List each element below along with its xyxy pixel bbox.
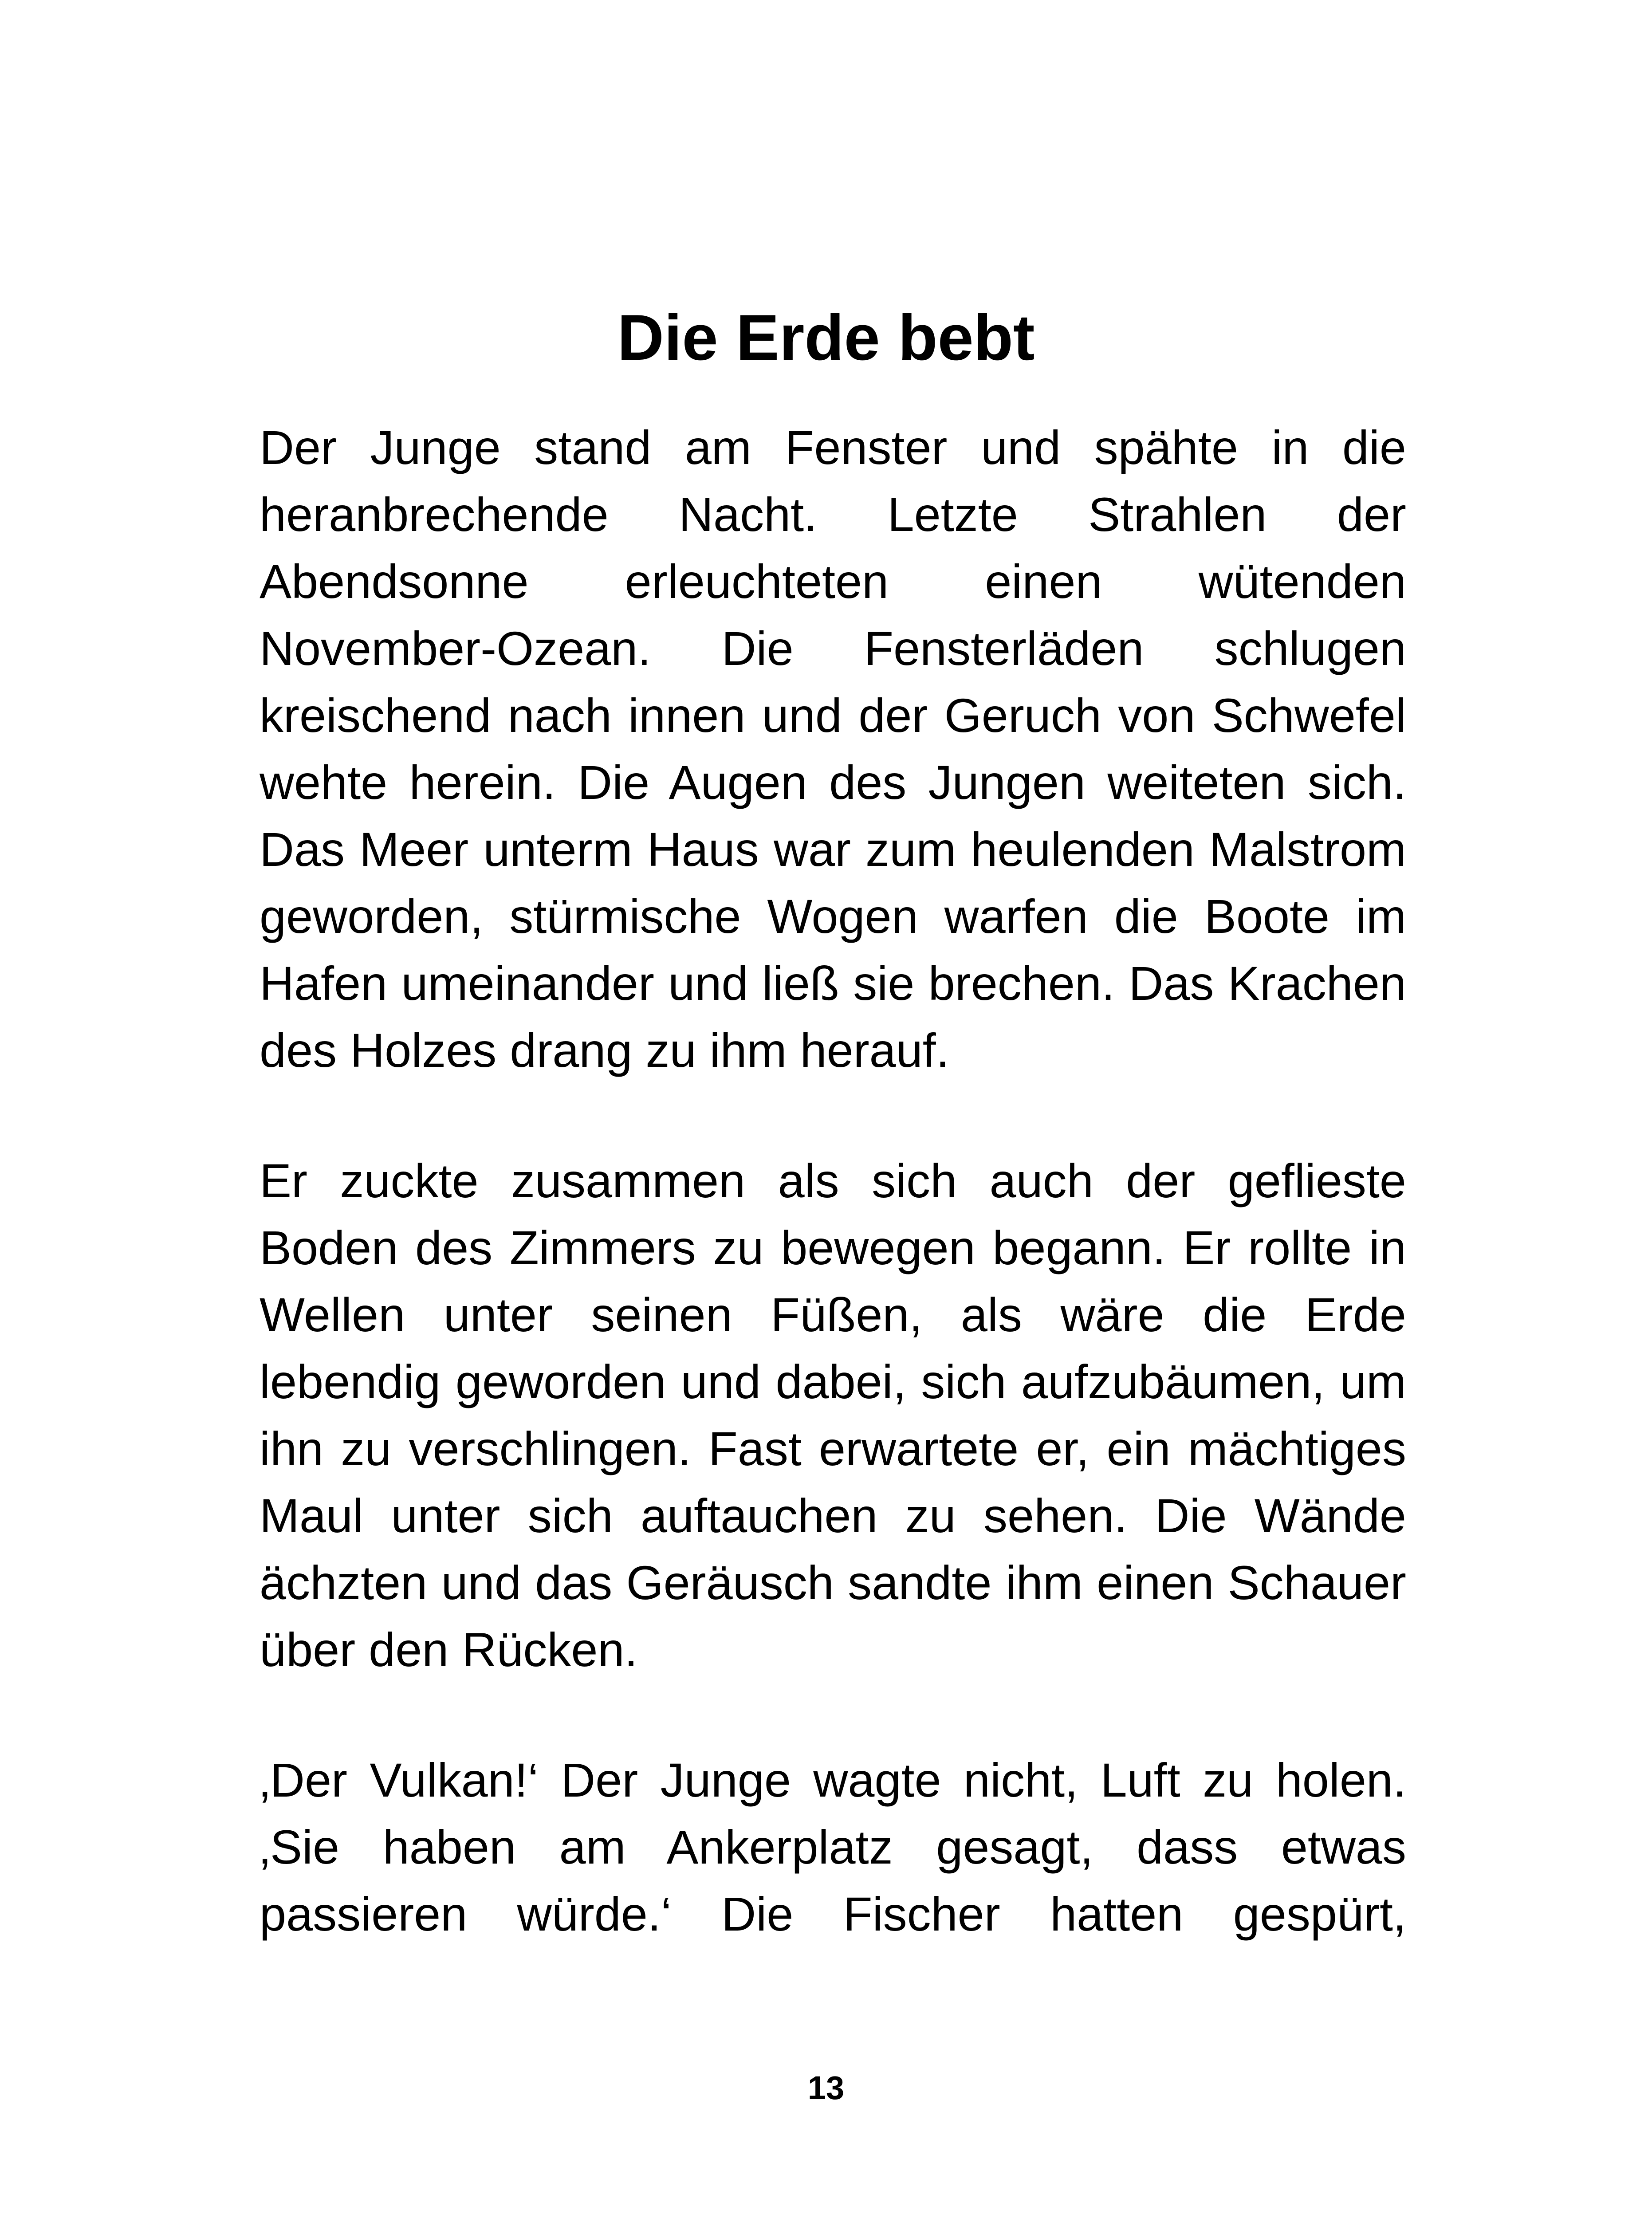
paragraph-2: Er zuckte zusammen als sich auch der geflieste Boden des Zimmers zu bewegen begann. Er rollte in Wellen unter seinen Füßen, als wäre die Erde lebendig geworden und dabei, sich aufzubäumen, um ihn zu verschlingen. Fast erwartete er, ein mächtiges Maul unter sich auftauchen zu sehen. Die Wände ächzten und das Geräusch sandte ihm einen Schauer über den Rücken. bbox=[260, 1154, 1406, 1676]
chapter-body bbox=[260, 414, 1406, 1947]
paragraph-1: Der Junge stand am Fenster und spähte in die heranbrechende Nacht. Letzte Strahlen der Abendsonne erleuchteten einen wütenden November-Ozean. Die Fensterläden schlugen kreischend nach innen und der Geruch von Schwefel wehte herein. Die Augen des Jungen weiteten sich. Das Meer unterm Haus war zum heulenden Malstrom geworden, stürmische Wogen warfen die Boote im Hafen umeinander und ließ sie brechen. Das Krachen des Holzes drang zu ihm herauf. bbox=[260, 421, 1406, 1077]
chapter-title: Die Erde bebt bbox=[617, 301, 1035, 374]
page-number: 13 bbox=[807, 2069, 845, 2106]
paragraph-3: ‚Der Vulkan!‘ Der Junge wagte nicht, Luft zu holen. ‚Sie haben am Ankerplatz gesagt, dass etwas passieren würde.‘ Die Fischer hatten gespürt, bbox=[260, 1753, 1406, 1941]
